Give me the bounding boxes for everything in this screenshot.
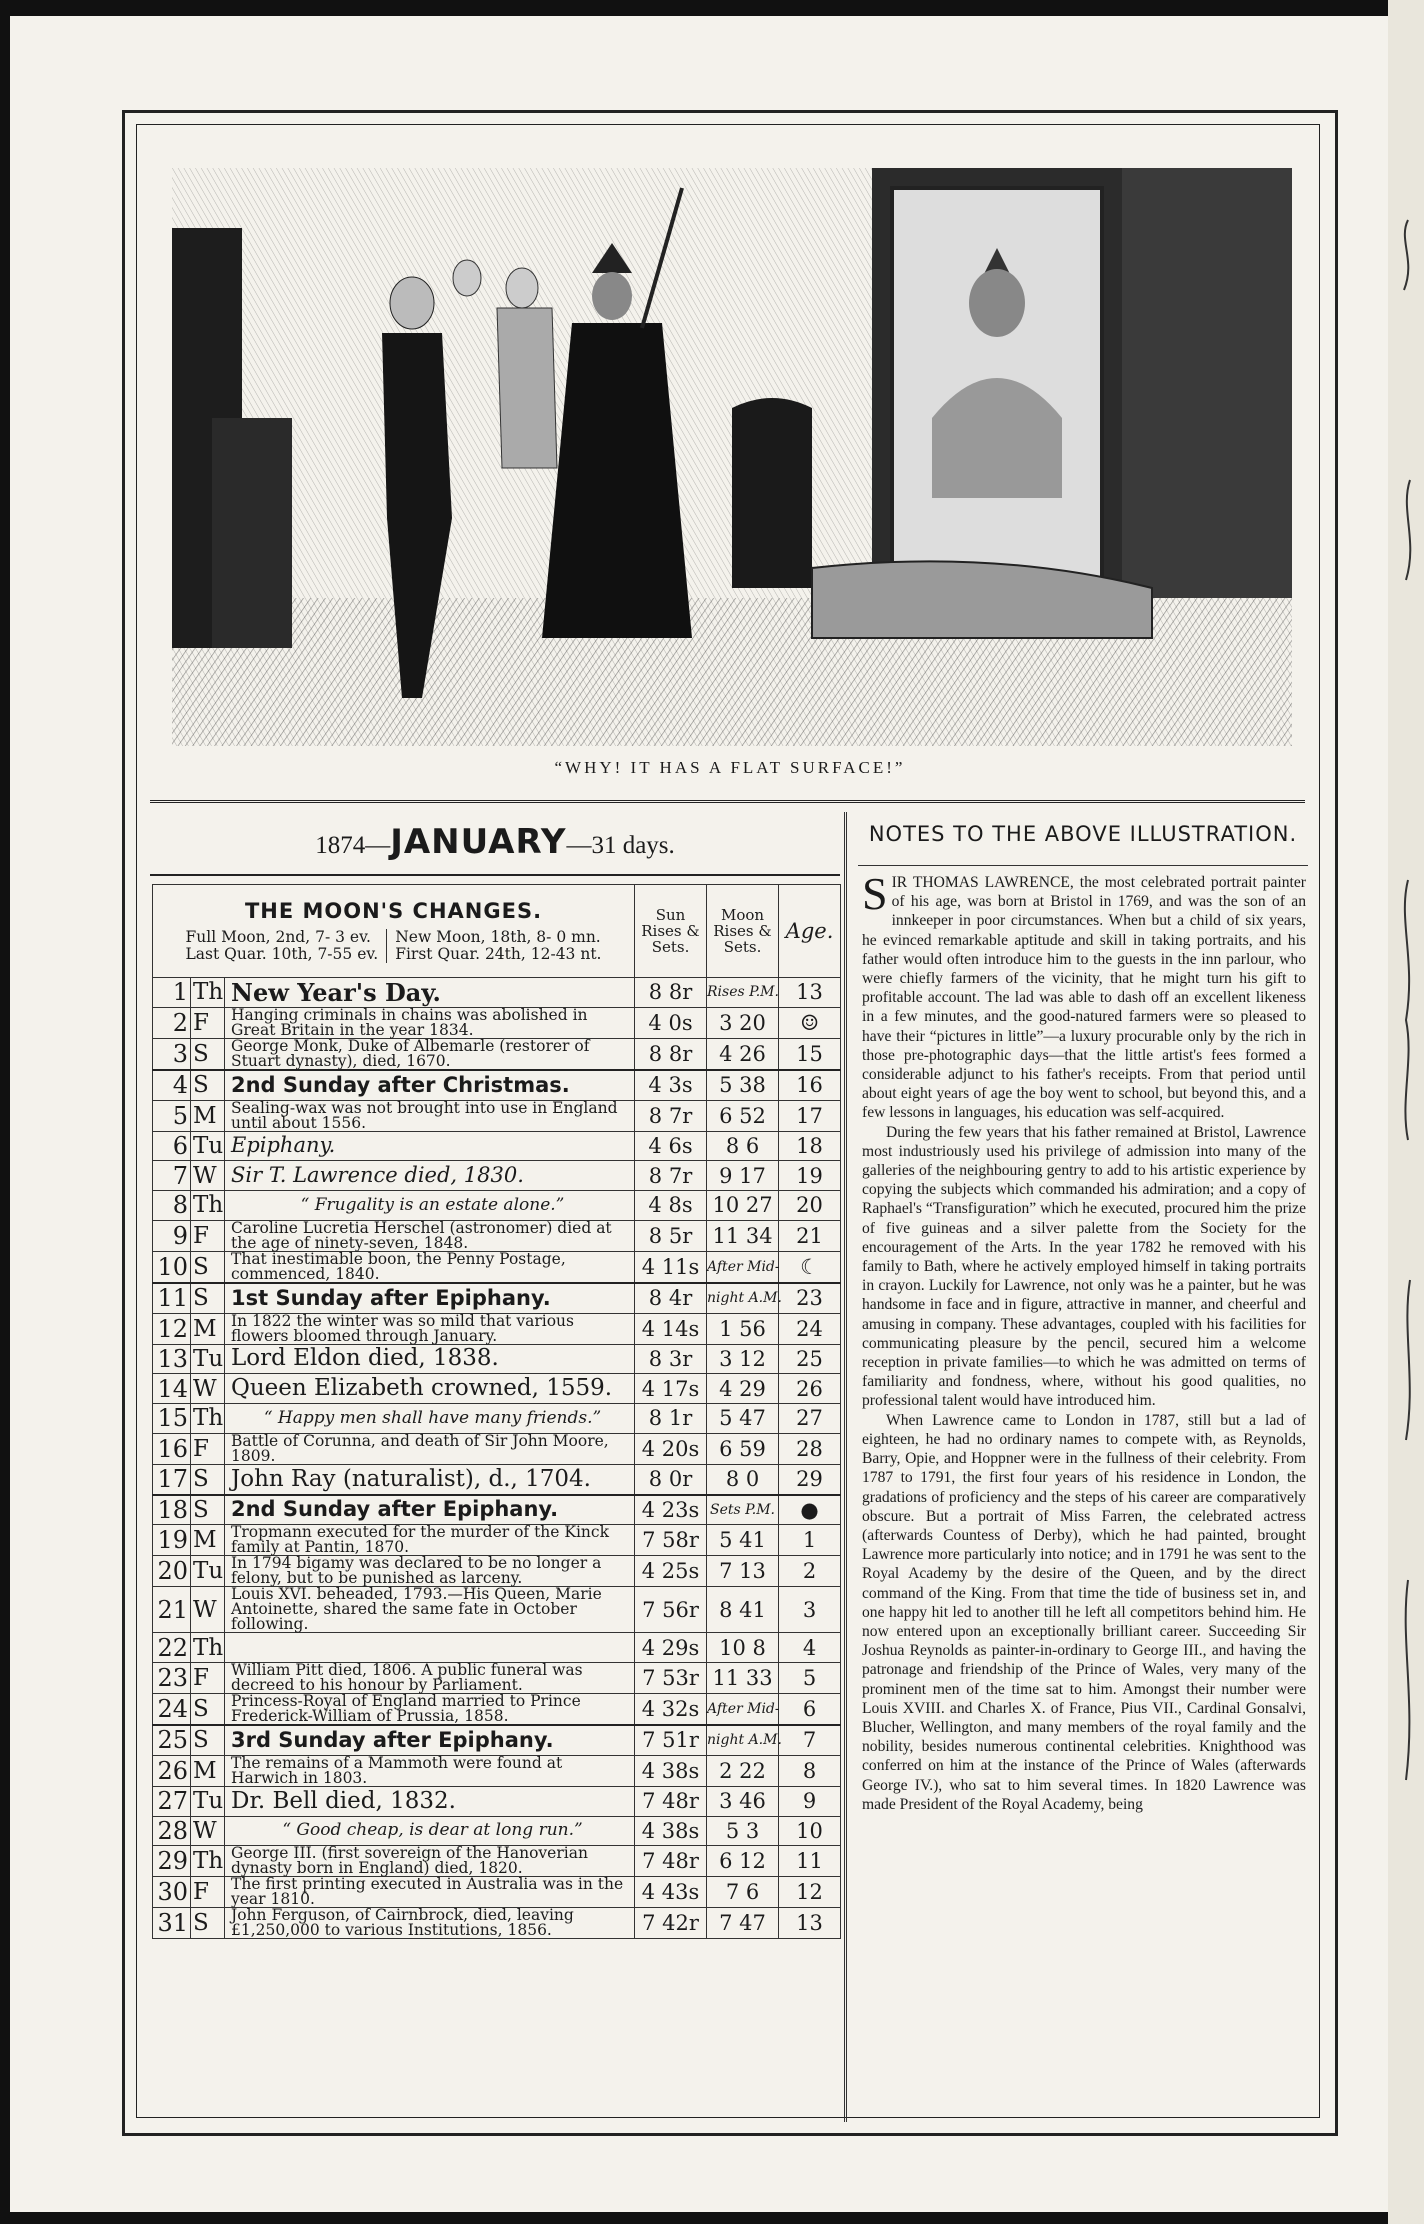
calendar-row [153, 1587, 841, 1633]
calendar-row [153, 1525, 841, 1556]
moon-age: 25 [779, 1344, 841, 1374]
moon-age: 26 [779, 1374, 841, 1404]
day-number: 30 [153, 1877, 191, 1908]
moon-time: 4 29 [707, 1374, 779, 1404]
day-event: Princess-Royal of England married to Prince Frederick-William of Prussia, 1858. [225, 1694, 635, 1726]
calendar-row [153, 1464, 841, 1494]
moon-time: 6 52 [707, 1100, 779, 1131]
day-event: “ Happy men shall have many friends.” [225, 1404, 635, 1434]
moon-time: 6 12 [707, 1846, 779, 1877]
day-event: George Monk, Duke of Albemarle (restorer of Stuart dynasty), died, 1670. [225, 1038, 635, 1070]
moon-time: 3 20 [707, 1007, 779, 1038]
sun-time: 4 32s [635, 1694, 707, 1726]
sun-time: 8 3r [635, 1344, 707, 1374]
moon-age: 28 [779, 1433, 841, 1464]
day-event: 1st Sunday after Epiphany. [225, 1283, 635, 1313]
notes-paragraph: During the few years that his father remained at Bristol, Lawrence most industriously used his privilege of admission into many of the galleries of the neighbouring gentry to add to his artistic experience by copying the subjects which commanded his admiration; and a copy of Raphael's “Transfiguration” which he executed, procured him the prize of five guineas and a silver palette from the Society for the encouragement of the Arts. In the year 1782 he removed with his family to Bath, where he actively employed himself in taking portraits in crayon. Luckily for Lawrence, not only was he a painter, but he was handsome in face and in figure, attractive in manner, and cheerful and amusing in company. These advantages, coupled with his facilities for communicating pleasure by the pencil, secured him a welcome reception in private families—to which he was admitted on terms of familiarity and fondness, where, without his good qualities, no professional talent would have introduced him. [862, 1123, 1306, 1410]
moon-changes-header [153, 885, 635, 978]
calendar-row [153, 1877, 841, 1908]
moon-time: 5 38 [707, 1070, 779, 1100]
sun-time: 4 38s [635, 1755, 707, 1786]
moon-changes-title: THE MOON'S CHANGES. [244, 899, 543, 923]
notes-title: NOTES TO THE ABOVE ILLUSTRATION. [868, 822, 1298, 846]
day-of-week: Tu [191, 1786, 225, 1816]
day-event: John Ferguson, of Cairnbrock, died, leaving £1,250,000 to various Institutions, 1856. [225, 1908, 635, 1939]
sun-time: 8 8r [635, 1038, 707, 1070]
moon-age: 16 [779, 1070, 841, 1100]
sun-time: 8 8r [635, 978, 707, 1008]
moon-line: Last Quar. 10th, 7-55 ev. [185, 945, 379, 963]
moon-time: 7 13 [707, 1556, 779, 1587]
notes-paragraph: When Lawrence came to London in 1787, still but a lad of eighteen, he had no ordinary names to compete with, as Reynolds, Barry, Opie, and Hoppner were in the fullness of their celebrity. From 1787 to 1791, the first four years of his residence in London, the gradations of proficiency and the steps of his career are comparatively obscure. But a portrait of Miss Farren, the celebrated actress (afterwards Countess of Derby), which he had painted, brought Lawrence more particularly into notice; and in 1791 he was sent to the Royal Academy by the desire of the Queen, and by the direct command of the King. From that time the tide of business set in, and one happy hit led to another till he left all competitors behind him. He now entered upon an exceptionally brilliant career. Succeeding Sir Joshua Reynolds as painter-in-ordinary to George III., and having the patronage and friendship of the Prince of Wales, very many of the prominent men of the time sat to him. Amongst their number were Louis XVIII. and Charles X. of France, Pius VII., Cardinal Gonsalvi, Blucher, Wellington, and many members of the royal family and the nobility, besides numerous continental celebrities. Knighthood was conferred on him at the instance of the Prince of Wales (afterwards George IV.), who sat to him several times. In 1820 Lawrence was made President of the Royal Academy, being [862, 1411, 1306, 1813]
illustration-caption: “WHY! IT HAS A FLAT SURFACE!” [554, 758, 906, 777]
sun-time: 4 17s [635, 1374, 707, 1404]
day-number: 17 [153, 1464, 191, 1494]
moon-time: 5 41 [707, 1525, 779, 1556]
moon-age: 15 [779, 1038, 841, 1070]
day-number: 3 [153, 1038, 191, 1070]
sun-time: 8 1r [635, 1404, 707, 1434]
day-event: Caroline Lucretia Herschel (astronomer) died at the age of ninety-seven, 1848. [225, 1220, 635, 1251]
day-event: George III. (first sovereign of the Hanoverian dynasty born in England) died, 1820. [225, 1846, 635, 1877]
moon-age: 19 [779, 1161, 841, 1191]
moon-time: 6 59 [707, 1433, 779, 1464]
moon-age: 24 [779, 1313, 841, 1344]
moon-age: 18 [779, 1131, 841, 1161]
calendar-row [153, 1283, 841, 1313]
calendar-row [153, 1556, 841, 1587]
day-event: Battle of Corunna, and death of Sir John Moore, 1809. [225, 1433, 635, 1464]
calendar-row [153, 1070, 841, 1100]
day-number: 29 [153, 1846, 191, 1877]
calendar-row [153, 1633, 841, 1663]
day-event: In 1794 bigamy was declared to be no longer a felony, but to be punished as larceny. [225, 1556, 635, 1587]
moon-age: 29 [779, 1464, 841, 1494]
calendar-row [153, 1433, 841, 1464]
calendar-row [153, 1846, 841, 1877]
sun-time: 8 7r [635, 1161, 707, 1191]
moon-time: 9 17 [707, 1161, 779, 1191]
moon-time: Rises P.M. [707, 978, 779, 1008]
calendar-row [153, 1725, 841, 1755]
moon-time: 8 41 [707, 1587, 779, 1633]
calendar-row [153, 1908, 841, 1939]
day-number: 7 [153, 1161, 191, 1191]
day-number: 23 [153, 1663, 191, 1694]
day-number: 5 [153, 1100, 191, 1131]
day-of-week: S [191, 1694, 225, 1726]
day-of-week: S [191, 1495, 225, 1525]
day-of-week: Th [191, 1191, 225, 1221]
days-label: —31 days. [566, 832, 675, 859]
day-event: 2nd Sunday after Christmas. [225, 1070, 635, 1100]
moon-age: 5 [779, 1663, 841, 1694]
sun-time: 7 48r [635, 1846, 707, 1877]
moon-time: 11 33 [707, 1663, 779, 1694]
moon-time: 2 22 [707, 1755, 779, 1786]
moon-time: 5 47 [707, 1404, 779, 1434]
day-number: 19 [153, 1525, 191, 1556]
day-number: 25 [153, 1725, 191, 1755]
day-event: 3rd Sunday after Epiphany. [225, 1725, 635, 1755]
day-of-week: S [191, 1038, 225, 1070]
moon-age: 6 [779, 1694, 841, 1726]
sun-column-header: Sun Rises & Sets. [635, 885, 707, 978]
day-number: 1 [153, 978, 191, 1008]
calendar-row [153, 1220, 841, 1251]
day-of-week: F [191, 1663, 225, 1694]
moon-time: night A.M. [707, 1725, 779, 1755]
calendar-rule [150, 874, 840, 876]
day-event: Epiphany. [225, 1131, 635, 1161]
day-event: Sir T. Lawrence died, 1830. [225, 1161, 635, 1191]
calendar-row [153, 1404, 841, 1434]
day-number: 28 [153, 1816, 191, 1846]
sun-time: 4 38s [635, 1816, 707, 1846]
moon-column-header: Moon Rises & Sets. [707, 885, 779, 978]
day-event: Sealing-wax was not brought into use in England until about 1556. [225, 1100, 635, 1131]
day-number: 12 [153, 1313, 191, 1344]
moon-age: 1 [779, 1525, 841, 1556]
calendar-row [153, 1038, 841, 1070]
calendar-row [153, 1663, 841, 1694]
day-of-week: W [191, 1816, 225, 1846]
handwritten-margin-scribble [1394, 180, 1422, 2080]
day-event: “ Good cheap, is dear at long run.” [225, 1816, 635, 1846]
day-of-week: S [191, 1725, 225, 1755]
moon-age: 27 [779, 1404, 841, 1434]
day-of-week: F [191, 1007, 225, 1038]
day-number: 18 [153, 1495, 191, 1525]
moon-time: 1 56 [707, 1313, 779, 1344]
moon-time: 10 27 [707, 1191, 779, 1221]
day-of-week: Tu [191, 1131, 225, 1161]
day-event: The first printing executed in Australia was in the year 1810. [225, 1877, 635, 1908]
moon-time: 4 26 [707, 1038, 779, 1070]
moon-time: night A.M. [707, 1283, 779, 1313]
day-of-week: W [191, 1161, 225, 1191]
month-label: JANUARY [390, 822, 567, 862]
moon-age: 10 [779, 1816, 841, 1846]
calendar-row [153, 978, 841, 1008]
sun-time: 8 5r [635, 1220, 707, 1251]
sun-time: 8 0r [635, 1464, 707, 1494]
sun-time: 4 20s [635, 1433, 707, 1464]
calendar-row [153, 1100, 841, 1131]
calendar-row [153, 1694, 841, 1726]
moon-time: 10 8 [707, 1633, 779, 1663]
day-of-week: S [191, 1464, 225, 1494]
column-divider [844, 812, 847, 2122]
day-of-week: W [191, 1374, 225, 1404]
day-of-week: F [191, 1433, 225, 1464]
day-of-week: Th [191, 978, 225, 1008]
day-event: 2nd Sunday after Epiphany. [225, 1495, 635, 1525]
sun-time: 8 7r [635, 1100, 707, 1131]
notes-paragraph: SIR THOMAS LAWRENCE, the most celebrated portrait painter of his age, was born at Bristol in 1769, and was the son of an innkeeper in poor circumstances. When but a child of six years, he evinced remarkable aptitude and skill in taking portraits, and his father would often introduce him to the guests in the inn parlour, who were chiefly farmers of the vicinity, that he might turn his gift to profitable account. The lad was able to dash off an excellent likeness in a few minutes, and the good-natured farmers were so pleased to have their “pictures in little”—a luxury procurable only by the rich in those pre-photographic days—that the little artist's fees formed a considerable adjunct to his father's receipts. From that period until about eight years of age the boy went to school, but beyond this, and a few lessons in languages, his education was self-acquired. [862, 868, 1306, 1122]
day-of-week: M [191, 1313, 225, 1344]
drop-cap: S [862, 868, 888, 919]
day-number: 9 [153, 1220, 191, 1251]
calendar-row [153, 1161, 841, 1191]
day-of-week: Th [191, 1404, 225, 1434]
calendar-table [152, 884, 841, 1939]
sun-time: 4 43s [635, 1877, 707, 1908]
sun-time: 7 42r [635, 1908, 707, 1939]
top-rule [150, 800, 1305, 807]
day-of-week: Tu [191, 1344, 225, 1374]
moon-time: Sets P.M. [707, 1495, 779, 1525]
day-event: In 1822 the winter was so mild that various flowers bloomed through January. [225, 1313, 635, 1344]
day-number: 13 [153, 1344, 191, 1374]
calendar-row [153, 1251, 841, 1283]
sun-time: 4 14s [635, 1313, 707, 1344]
day-of-week: S [191, 1251, 225, 1283]
calendar-heading [150, 822, 840, 862]
calendar-row [153, 1374, 841, 1404]
calendar-row [153, 1786, 841, 1816]
moon-time: 8 6 [707, 1131, 779, 1161]
day-number: 15 [153, 1404, 191, 1434]
day-of-week: W [191, 1587, 225, 1633]
day-number: 21 [153, 1587, 191, 1633]
sun-time: 7 53r [635, 1663, 707, 1694]
day-number: 2 [153, 1007, 191, 1038]
moon-age: 13 [779, 1908, 841, 1939]
moon-time: 5 3 [707, 1816, 779, 1846]
moon-time: 7 6 [707, 1877, 779, 1908]
day-number: 26 [153, 1755, 191, 1786]
moon-time: 3 46 [707, 1786, 779, 1816]
moon-line: New Moon, 18th, 8- 0 mn. [395, 928, 601, 946]
moon-time: After Mid- [707, 1694, 779, 1726]
day-number: 31 [153, 1908, 191, 1939]
day-of-week: M [191, 1525, 225, 1556]
calendar-row [153, 1816, 841, 1846]
day-event: New Year's Day. [225, 978, 635, 1008]
day-event: William Pitt died, 1806. A public funeral was decreed to his honour by Parliament. [225, 1663, 635, 1694]
day-of-week: Tu [191, 1556, 225, 1587]
moon-age: 12 [779, 1877, 841, 1908]
day-number: 10 [153, 1251, 191, 1283]
sun-time: 4 23s [635, 1495, 707, 1525]
day-number: 22 [153, 1633, 191, 1663]
calendar-row [153, 1344, 841, 1374]
sun-time: 4 8s [635, 1191, 707, 1221]
notes-body [862, 868, 1306, 1814]
calendar-row [153, 1313, 841, 1344]
moon-age: 20 [779, 1191, 841, 1221]
notes-rule [858, 865, 1308, 866]
engraving-illustration [172, 168, 1292, 746]
moon-time: After Mid- [707, 1251, 779, 1283]
moon-time: 3 12 [707, 1344, 779, 1374]
moon-age: ● [779, 1495, 841, 1525]
calendar-row [153, 1191, 841, 1221]
day-number: 14 [153, 1374, 191, 1404]
sun-time: 7 56r [635, 1587, 707, 1633]
day-event: Louis XVI. beheaded, 1793.—His Queen, Marie Antoinette, shared the same fate in October following. [225, 1587, 635, 1633]
moon-age: 4 [779, 1633, 841, 1663]
day-of-week: S [191, 1908, 225, 1939]
day-of-week: S [191, 1070, 225, 1100]
day-number: 27 [153, 1786, 191, 1816]
day-event: John Ray (naturalist), d., 1704. [225, 1464, 635, 1494]
day-event: That inestimable boon, the Penny Postage, commenced, 1840. [225, 1251, 635, 1283]
day-event: Queen Elizabeth crowned, 1559. [225, 1374, 635, 1404]
moon-age: 9 [779, 1786, 841, 1816]
calendar-row [153, 1755, 841, 1786]
sun-time: 4 6s [635, 1131, 707, 1161]
sun-time: 7 48r [635, 1786, 707, 1816]
day-of-week: F [191, 1220, 225, 1251]
sun-time: 4 29s [635, 1633, 707, 1663]
day-number: 6 [153, 1131, 191, 1161]
moon-age: 8 [779, 1755, 841, 1786]
day-event: Tropmann executed for the murder of the Kinck family at Pantin, 1870. [225, 1525, 635, 1556]
day-event: The remains of a Mammoth were found at Harwich in 1803. [225, 1755, 635, 1786]
day-number: 24 [153, 1694, 191, 1726]
day-of-week: F [191, 1877, 225, 1908]
day-of-week: M [191, 1755, 225, 1786]
day-event: Hanging criminals in chains was abolished in Great Britain in the year 1834. [225, 1007, 635, 1038]
moon-line: Full Moon, 2nd, 7- 3 ev. [185, 928, 371, 946]
moon-age: 11 [779, 1846, 841, 1877]
moon-age: 2 [779, 1556, 841, 1587]
moon-time: 11 34 [707, 1220, 779, 1251]
day-event: Lord Eldon died, 1838. [225, 1344, 635, 1374]
moon-time: 7 47 [707, 1908, 779, 1939]
calendar-row [153, 1495, 841, 1525]
age-column-header: Age. [779, 885, 841, 978]
calendar-row [153, 1007, 841, 1038]
day-event [225, 1633, 635, 1663]
day-event: Dr. Bell died, 1832. [225, 1786, 635, 1816]
sun-time: 4 11s [635, 1251, 707, 1283]
day-of-week: Th [191, 1846, 225, 1877]
moon-age: 23 [779, 1283, 841, 1313]
moon-age: 7 [779, 1725, 841, 1755]
year-label: 1874— [315, 832, 391, 859]
moon-age: ☺ [779, 1007, 841, 1038]
moon-age: 3 [779, 1587, 841, 1633]
day-of-week: M [191, 1100, 225, 1131]
calendar-row [153, 1131, 841, 1161]
sun-time: 8 4r [635, 1283, 707, 1313]
sun-time: 4 25s [635, 1556, 707, 1587]
day-event: “ Frugality is an estate alone.” [225, 1191, 635, 1221]
day-number: 11 [153, 1283, 191, 1313]
day-of-week: S [191, 1283, 225, 1313]
sun-time: 7 51r [635, 1725, 707, 1755]
moon-age: ☾ [779, 1251, 841, 1283]
day-number: 4 [153, 1070, 191, 1100]
day-number: 8 [153, 1191, 191, 1221]
moon-age: 21 [779, 1220, 841, 1251]
day-number: 16 [153, 1433, 191, 1464]
moon-age: 17 [779, 1100, 841, 1131]
moon-line: First Quar. 24th, 12-43 nt. [395, 945, 602, 963]
moon-time: 8 0 [707, 1464, 779, 1494]
sun-time: 4 0s [635, 1007, 707, 1038]
day-of-week: Th [191, 1633, 225, 1663]
moon-age: 13 [779, 978, 841, 1008]
sun-time: 7 58r [635, 1525, 707, 1556]
sun-time: 4 3s [635, 1070, 707, 1100]
day-number: 20 [153, 1556, 191, 1587]
